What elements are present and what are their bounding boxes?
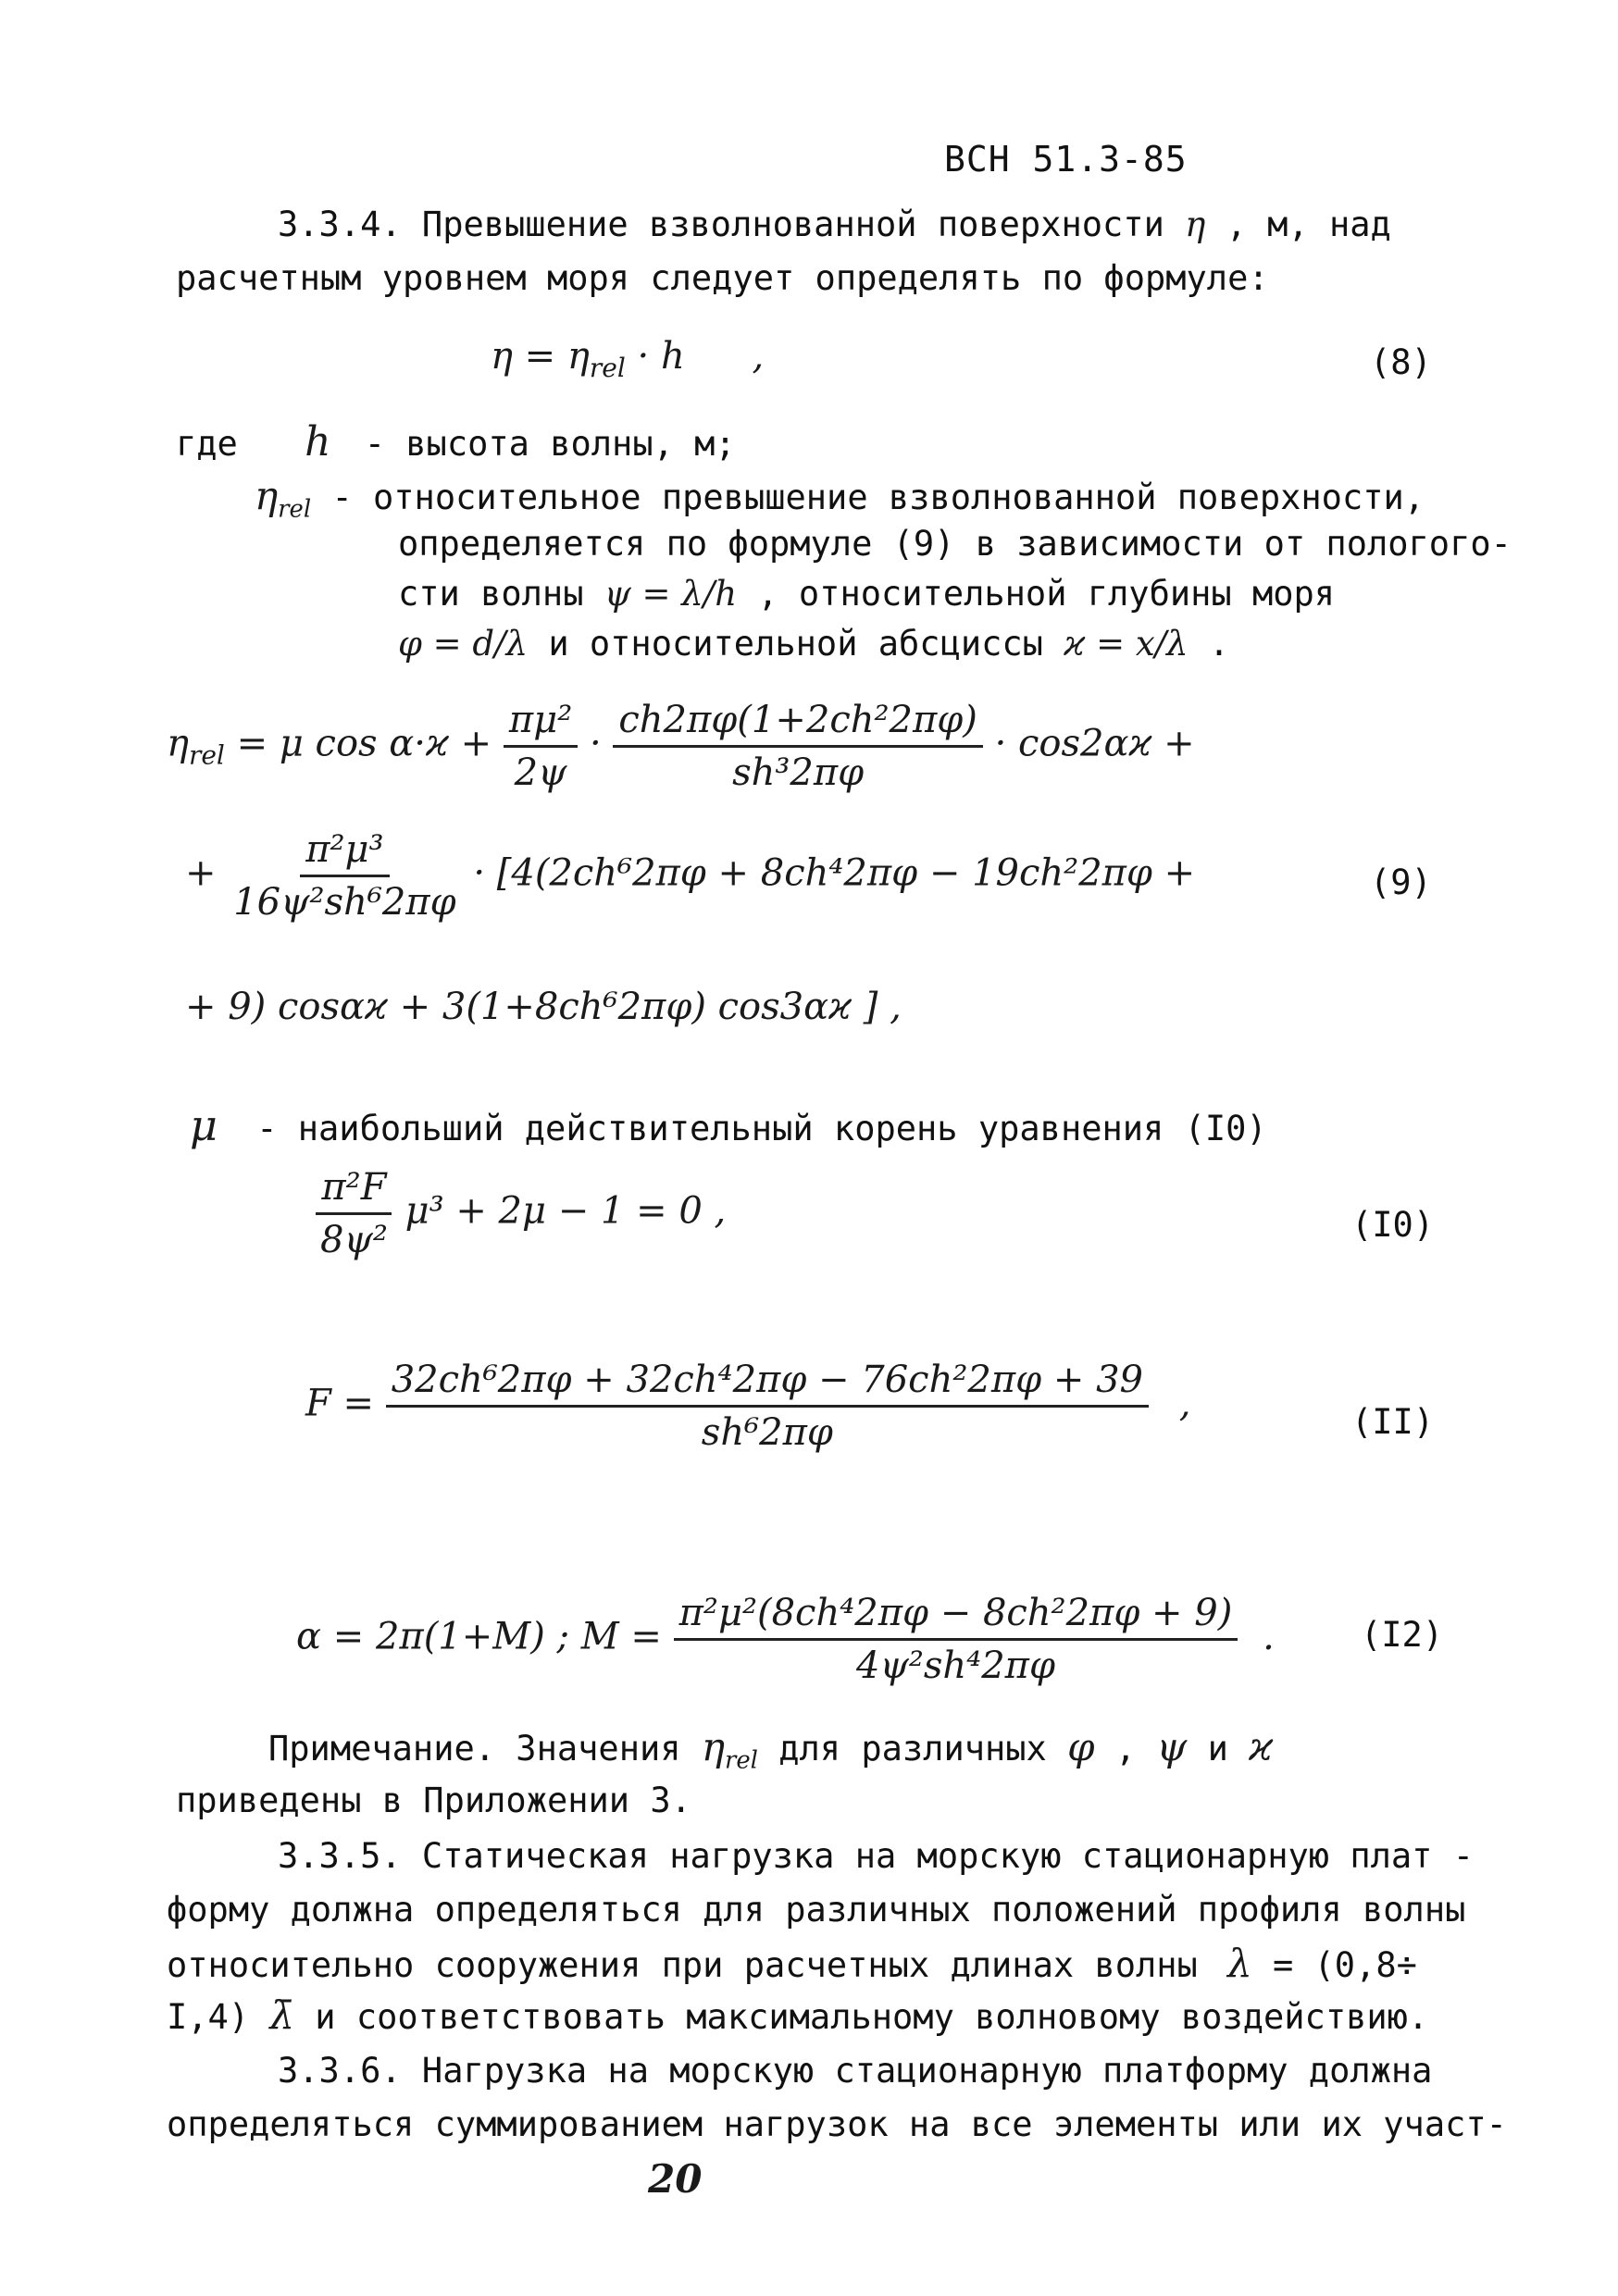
where-eta-line: $\eta_{rel}$ - относительное превышение взволнованной поверхности, <box>255 473 1425 524</box>
equation-number-9: (9) <box>1370 863 1432 902</box>
fraction-pi2-mu3: $\frac{\text{π²μ³}}{\text{16ψ²sh⁶2πφ}}$ <box>233 828 456 924</box>
formula-9-line3: + 9) cosαϰ + 3(1+8ch⁶2πφ) cos3αϰ ] , <box>185 986 902 1028</box>
section-3-3-5-line4: I,4) λ̄ и соответствовать максимальному волновому воздействию. <box>167 1992 1429 2038</box>
page-number: 20 <box>648 2156 703 2202</box>
mu-definition: μ - наибольший действительный корень уравнения (I0) <box>190 1100 1267 1150</box>
section-3-3-4-line2: расчетным уровнем моря следует определять по формуле: <box>176 258 1269 298</box>
document-code: ВСН 51.3-85 <box>944 139 1188 180</box>
eta-symbol: η <box>1185 205 1206 244</box>
equation-number-10: (I0) <box>1351 1205 1435 1245</box>
fraction-pi-mu-over-psi: $\frac{\text{πμ²}}{2\psi}$ <box>504 699 578 794</box>
section-3-3-5-line3: относительно сооружения при расчетных длинах волны λ = (0,8÷ <box>167 1941 1417 1986</box>
formula-9-line1: $\eta_{rel} = \mu$ cos α·ϰ + $\frac{\text{πμ²}}{2\psi}$ · $\frac{\text{ch2πφ(1+2ch²2πφ)}}{\text{sh³2πφ}}$ · cos2αϰ + <box>167 699 1195 794</box>
note-line1: Примечание. Значения $\eta_{rel}$ для различных φ , ψ и ϰ <box>268 1724 1274 1775</box>
where-desc-line3: сти волны ψ = λ/h , относительной глубины моря <box>398 574 1336 614</box>
section-3-3-4-line1: 3.3.4. Превышение взволнованной поверхности η , м, над <box>278 205 1391 244</box>
equation-number-12: (I2) <box>1361 1615 1444 1655</box>
where-desc-line2: определяется по формуле (9) в зависимости от пологого- <box>398 524 1512 564</box>
section-3-3-5-line1: 3.3.5. Статическая нагрузка на морскую стационарную плат - <box>278 1836 1475 1876</box>
formula-11: F = $\frac{\text{32ch⁶2πφ + 32ch⁴2πφ − 76ch²2πφ + 39}}{\text{sh⁶2πφ}}$ , <box>305 1359 1191 1454</box>
formula-9-line2: + $\frac{\text{π²μ³}}{\text{16ψ²sh⁶2πφ}}$ · [4(2ch⁶2πφ + 8ch⁴2πφ − 19ch²2πφ + <box>185 828 1196 924</box>
equation-number-11: (II) <box>1351 1402 1435 1442</box>
section-3-3-6-line2: определяться суммированием нагрузок на все элементы или их участ- <box>167 2104 1507 2144</box>
section-3-3-6-line1: 3.3.6. Нагрузка на морскую стационарную платформу должна <box>278 2051 1433 2091</box>
formula-10: $\frac{\text{π²F}}{\text{8ψ²}}$ μ³ + 2μ − 1 = 0 , <box>315 1166 726 1261</box>
formula-8: $\eta = \eta_{rel} \cdot h$ , <box>491 335 765 383</box>
section-3-3-5-line2: форму должна определяться для различных положений профиля волны <box>167 1890 1466 1930</box>
note-line2: приведены в Приложении 3. <box>176 1781 691 1820</box>
equation-number-8: (8) <box>1370 342 1432 382</box>
where-desc-line4: φ = d/λ и относительной абсциссы ϰ = x/λ . <box>398 624 1230 664</box>
formula-12: α = 2π(1+M) ; M = $\frac{\text{π²μ²(8ch⁴2πφ − 8ch²2πφ + 9)}}{\text{4ψ²sh⁴2πφ}}$ . <box>296 1592 1275 1687</box>
where-h-line: где h - высота волны, м; <box>176 418 736 465</box>
fraction-ch-over-sh: $\frac{\text{ch2πφ(1+2ch²2πφ)}}{\text{sh³2πφ}}$ <box>613 699 982 794</box>
